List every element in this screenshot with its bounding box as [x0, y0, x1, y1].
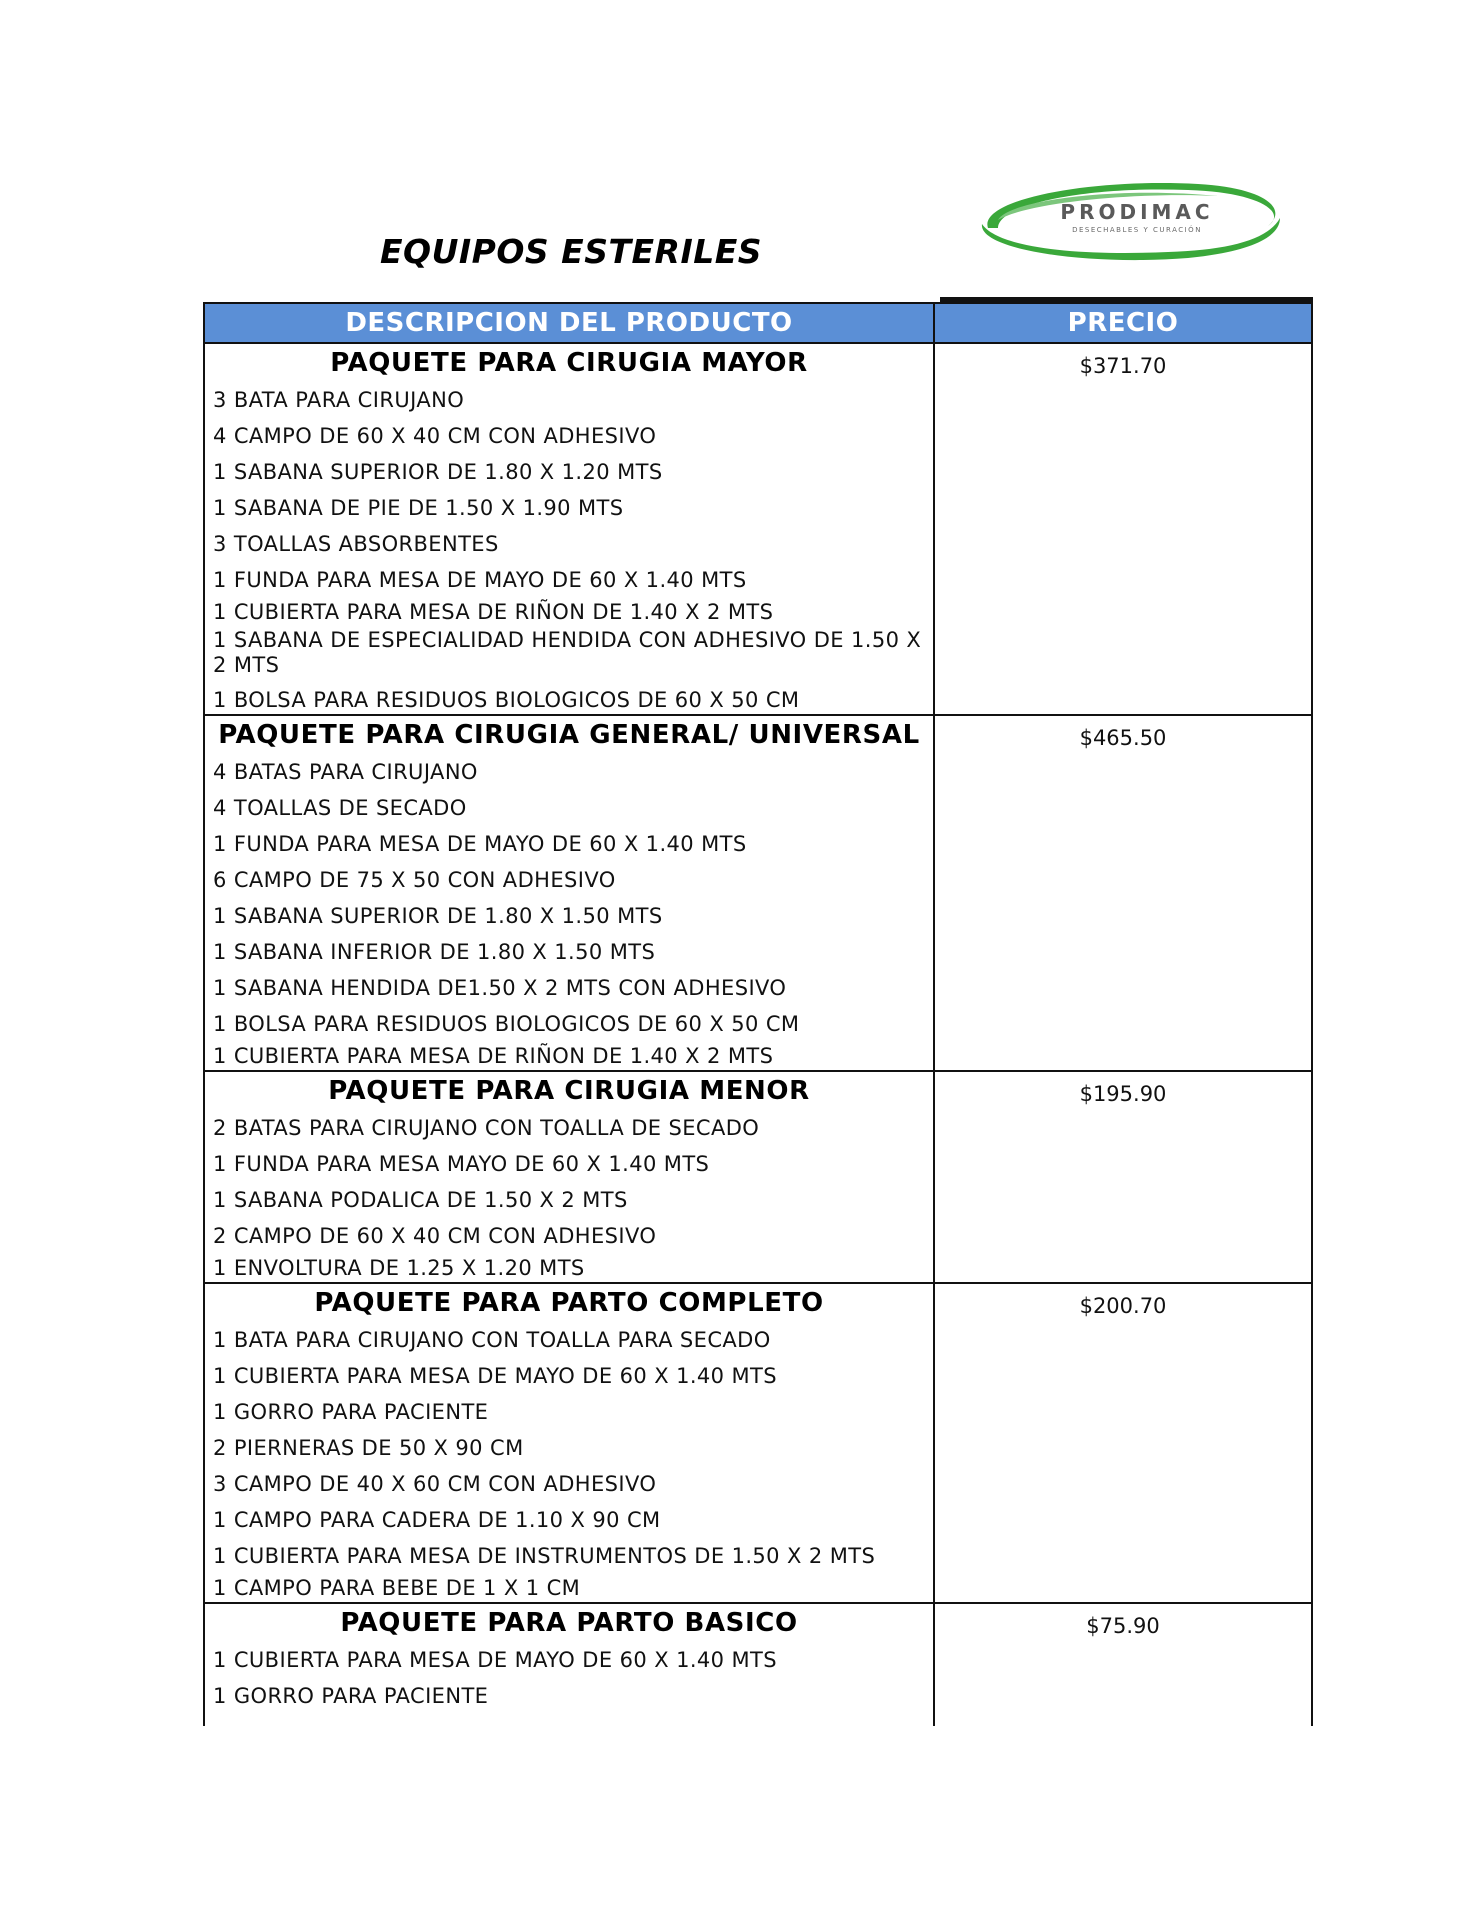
- package-title: PAQUETE PARA CIRUGIA MENOR: [328, 1076, 810, 1106]
- package-item: 2 BATAS PARA CIRUJANO CON TOALLA DE SECADO: [213, 1116, 760, 1140]
- page-title: EQUIPOS ESTERILES: [380, 232, 763, 271]
- header-price: PRECIO: [1067, 308, 1179, 338]
- package-description: [205, 1072, 935, 1282]
- package-item: 1 FUNDA PARA MESA MAYO DE 60 X 1.40 MTS: [213, 1152, 710, 1176]
- package-description: [205, 344, 935, 714]
- logo-tagline: DESECHABLES Y CURACIÓN: [1072, 226, 1202, 234]
- package-item: 1 FUNDA PARA MESA DE MAYO DE 60 X 1.40 MTS: [213, 568, 747, 592]
- package-item: 2 CAMPO DE 60 X 40 CM CON ADHESIVO: [213, 1224, 657, 1248]
- package-item: 4 TOALLAS DE SECADO: [213, 796, 467, 820]
- package-section: [205, 344, 1311, 716]
- logo-name: PRODIMAC: [1060, 200, 1214, 224]
- package-item: 4 BATAS PARA CIRUJANO: [213, 760, 478, 784]
- package-section: [205, 716, 1311, 1072]
- package-item: 4 CAMPO DE 60 X 40 CM CON ADHESIVO: [213, 424, 657, 448]
- package-item: 1 BOLSA PARA RESIDUOS BIOLOGICOS DE 60 X 50 CM: [213, 1012, 800, 1036]
- package-title: PAQUETE PARA CIRUGIA MAYOR: [330, 348, 808, 378]
- package-item: 1 SABANA PODALICA DE 1.50 X 2 MTS: [213, 1188, 628, 1212]
- package-description: [205, 1604, 935, 1726]
- package-item: 1 CUBIERTA PARA MESA DE MAYO DE 60 X 1.40 MTS: [213, 1364, 777, 1388]
- package-item: 1 BATA PARA CIRUJANO CON TOALLA PARA SECADO: [213, 1328, 771, 1352]
- package-item: 1 SABANA DE PIE DE 1.50 X 1.90 MTS: [213, 496, 624, 520]
- package-section: [205, 1604, 1311, 1726]
- package-item: 3 TOALLAS ABSORBENTES: [213, 532, 499, 556]
- package-item: 1 CAMPO PARA CADERA DE 1.10 X 90 CM: [213, 1508, 661, 1532]
- package-price: $195.90: [1079, 1082, 1167, 1106]
- package-title: PAQUETE PARA PARTO BASICO: [340, 1608, 798, 1638]
- package-price: $465.50: [1079, 726, 1167, 750]
- package-price: $200.70: [1079, 1294, 1167, 1318]
- table-header: [205, 304, 1311, 344]
- package-item: 1 CUBIERTA PARA MESA DE INSTRUMENTOS DE 1.50 X 2 MTS: [213, 1544, 876, 1568]
- package-item: 1 GORRO PARA PACIENTE: [213, 1684, 489, 1708]
- package-item: 1 SABANA SUPERIOR DE 1.80 X 1.50 MTS: [213, 904, 663, 928]
- package-item: 1 CUBIERTA PARA MESA DE RIÑON DE 1.40 X 2 MTS: [213, 600, 774, 624]
- package-description: [205, 716, 935, 1070]
- package-item: 2 PIERNERAS DE 50 X 90 CM: [213, 1436, 524, 1460]
- package-item: 1 BOLSA PARA RESIDUOS BIOLOGICOS DE 60 X 50 CM: [213, 688, 800, 712]
- package-item: 1 SABANA HENDIDA DE1.50 X 2 MTS CON ADHESIVO: [213, 976, 787, 1000]
- price-table: [203, 302, 1313, 1726]
- package-title: PAQUETE PARA CIRUGIA GENERAL/ UNIVERSAL: [218, 720, 920, 750]
- package-item: 6 CAMPO DE 75 X 50 CON ADHESIVO: [213, 868, 616, 892]
- package-description: [205, 1284, 935, 1602]
- package-section: [205, 1284, 1311, 1604]
- package-price: $75.90: [1086, 1614, 1160, 1638]
- package-item: 1 SABANA INFERIOR DE 1.80 X 1.50 MTS: [213, 940, 656, 964]
- package-title: PAQUETE PARA PARTO COMPLETO: [314, 1288, 824, 1318]
- package-price: $371.70: [1079, 354, 1167, 378]
- package-item: 1 FUNDA PARA MESA DE MAYO DE 60 X 1.40 MTS: [213, 832, 747, 856]
- package-item: 1 GORRO PARA PACIENTE: [213, 1400, 489, 1424]
- package-item: 1 CAMPO PARA BEBE DE 1 X 1 CM: [213, 1576, 581, 1600]
- package-item: 1 ENVOLTURA DE 1.25 X 1.20 MTS: [213, 1256, 585, 1280]
- package-item: 1 CUBIERTA PARA MESA DE RIÑON DE 1.40 X 2 MTS: [213, 1044, 774, 1068]
- package-item: 3 CAMPO DE 40 X 60 CM CON ADHESIVO: [213, 1472, 657, 1496]
- package-section: [205, 1072, 1311, 1284]
- package-item: 1 SABANA DE ESPECIALIDAD HENDIDA CON ADHESIVO DE 1.50 X 2 MTS: [213, 628, 922, 677]
- package-item: 1 SABANA SUPERIOR DE 1.80 X 1.20 MTS: [213, 460, 663, 484]
- header-description: DESCRIPCION DEL PRODUCTO: [205, 304, 935, 342]
- company-logo: [968, 170, 1286, 270]
- package-item: 3 BATA PARA CIRUJANO: [213, 388, 465, 412]
- package-item: 1 CUBIERTA PARA MESA DE MAYO DE 60 X 1.40 MTS: [213, 1648, 777, 1672]
